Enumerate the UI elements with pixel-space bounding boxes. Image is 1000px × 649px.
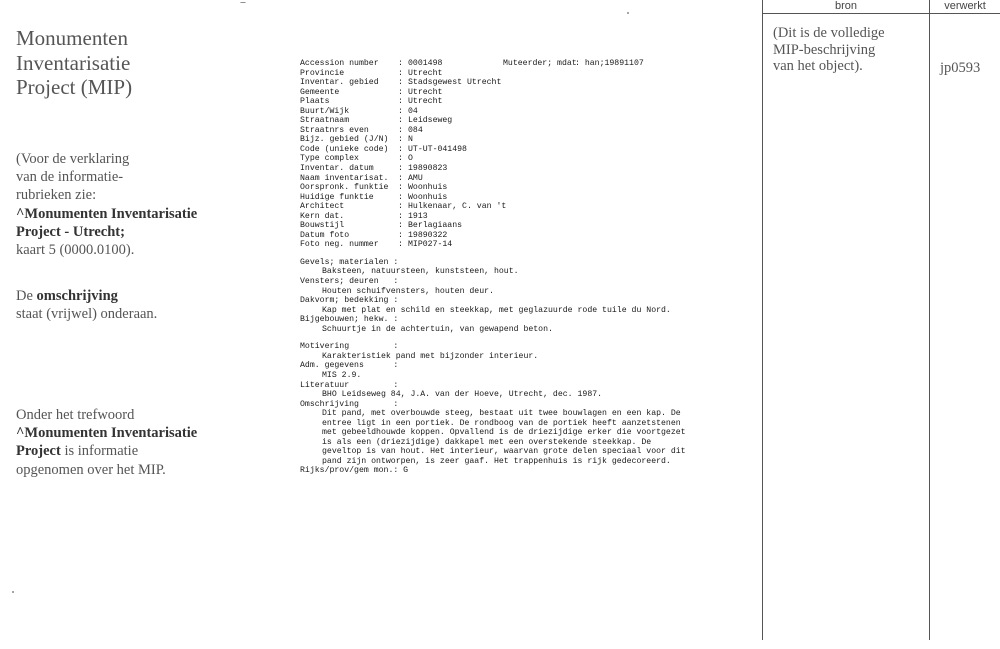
record-row: [300, 69, 720, 79]
field-label: Gemeente: [300, 87, 340, 97]
keyword-note: [16, 406, 231, 479]
field-separator: :: [398, 221, 403, 231]
record-row: [300, 88, 720, 98]
bron-line: van het object).: [773, 58, 863, 74]
field-value: 084: [408, 125, 423, 135]
record-row: [300, 202, 720, 212]
note-line: van de informatie-: [16, 169, 124, 186]
record-row: [300, 193, 720, 203]
field-label: Straatnrs even: [300, 125, 369, 135]
field-value: 1913: [408, 211, 428, 221]
field-value: Leidseweg: [408, 116, 453, 126]
record-row: [300, 78, 720, 88]
field-separator: :: [398, 173, 403, 183]
record-row-accession: [300, 59, 720, 69]
verwerkt-header: verwerkt: [944, 0, 986, 12]
rijks-status: Rijks/prov/gem mon.: G: [300, 466, 409, 476]
field-value: UT-UT-041498: [408, 144, 467, 154]
record-row: [300, 97, 720, 107]
bron-line: (Dit is de volledige: [773, 25, 885, 41]
verwerkt-value: jp0593: [940, 60, 981, 76]
section-heading: Dakvorm; bedekking :: [300, 296, 399, 306]
record-row: [300, 212, 720, 222]
note-line: (Voor de verklaring: [16, 151, 130, 167]
field-value: Utrecht: [408, 68, 443, 78]
field-label: Kern dat.: [300, 211, 345, 221]
bron-line: MIP-beschrijving: [773, 41, 876, 58]
field-separator: :: [398, 183, 403, 193]
field-separator: :: [398, 211, 403, 221]
field-value: Woonhuis: [408, 192, 448, 202]
record-row: [300, 221, 720, 231]
title-line-3: Project (MIP): [16, 75, 133, 99]
field-separator: :: [398, 144, 403, 154]
field-value: O: [408, 154, 413, 164]
field-label: Accession number: [300, 59, 379, 68]
field-value: Stadsgewest Utrecht: [408, 78, 502, 88]
omschrijving-heading: Omschrijving :: [300, 399, 399, 409]
field-value: N: [408, 135, 413, 145]
field-separator: :: [398, 78, 403, 88]
bron-header: bron: [834, 0, 858, 12]
field-value: Hulkenaar, C. van 't: [408, 202, 507, 212]
section-text: Schuurtje in de achtertuin, van gewapend beton.: [322, 324, 553, 334]
field-label: Inventar. gebied: [300, 78, 379, 88]
field-label: Huidige funktie: [300, 192, 374, 202]
field-value: Woonhuis: [408, 183, 448, 193]
keyword-link[interactable]: Project: [16, 443, 61, 460]
field-separator: :: [398, 59, 403, 68]
omschrijving-line: Dit pand, met overbouwde steeg, bestaat uit twee bouwlagen en een kap. De: [322, 409, 681, 419]
record-row: [300, 107, 720, 117]
record-row: [300, 145, 720, 155]
record-row: [300, 116, 720, 126]
record-row: [300, 240, 720, 250]
field-separator: :: [398, 87, 403, 97]
field-value: 0001498: [408, 59, 443, 68]
field-separator: :: [398, 202, 403, 212]
field-separator: :: [398, 125, 403, 135]
section-heading: Literatuur :: [300, 380, 399, 390]
record-row: [300, 164, 720, 174]
field-separator: :: [398, 116, 403, 126]
title-line-1: Monumenten: [16, 26, 128, 50]
field-value: Utrecht: [408, 87, 443, 97]
omschrijving-line: geveltop is van hout. Het interieur, waarvan grote delen speciaal voor dit: [322, 447, 686, 457]
field-label: Muteerder; mdat: [503, 59, 577, 68]
field-separator: :: [398, 106, 403, 116]
column-divider: [762, 0, 763, 640]
field-value: 19890322: [408, 230, 448, 240]
section-text: BHO Leidseweg 84, J.A. van der Hoeve, Utrecht, dec. 1987.: [322, 390, 603, 400]
omschrijving-line: is als een (driezijdige) dakkapel met een overstekende steekkap. De: [322, 437, 652, 447]
field-value: Utrecht: [408, 97, 443, 107]
record-row: [300, 174, 720, 184]
field-separator: :: [398, 164, 403, 174]
keyword-link[interactable]: ^Monumenten Inventarisatie: [16, 425, 198, 442]
scan-speck: [240, 2, 246, 3]
note-line: staat (vrijwel) onderaan.: [16, 306, 158, 323]
document-title: [16, 26, 236, 100]
column-divider: [929, 0, 930, 640]
explanation-note: [16, 150, 231, 259]
field-label: Naam inventarisat.: [300, 173, 389, 183]
field-separator: :: [398, 240, 403, 250]
section-heading: Bijgebouwen; hekw. :: [300, 315, 399, 325]
header-rule: [762, 13, 1000, 14]
section-heading: Vensters; deuren :: [300, 277, 399, 287]
section-text: MIS 2.9.: [322, 370, 362, 380]
field-value: MIP027-14: [408, 240, 453, 250]
record-row: [300, 183, 720, 193]
note-text: is informatie: [60, 443, 139, 460]
reference-link[interactable]: ^Monumenten Inventarisatie: [16, 205, 198, 222]
field-label: Foto neg. nummer: [300, 240, 379, 250]
field-label: Buurt/Wijk: [300, 106, 350, 116]
field-label: Code (unieke code): [300, 144, 389, 154]
note-text: De: [16, 288, 37, 304]
record-row: [300, 154, 720, 164]
section-heading: Motivering :: [300, 342, 399, 352]
record-sections-admin: [300, 342, 720, 399]
field-separator: :: [398, 135, 403, 145]
record-fields: [300, 69, 720, 250]
reference-link[interactable]: Project - Utrecht;: [16, 223, 125, 240]
field-value: 19890823: [408, 164, 448, 174]
omschrijving-line: pand zijn ontworpen, is zeer gaaf. Het trappenhuis is rijk gedecoreerd.: [322, 456, 671, 466]
field-separator: :: [398, 192, 403, 202]
field-label: Plaats: [300, 97, 330, 107]
note-line: kaart 5 (0000.0100).: [16, 242, 135, 259]
field-separator: :: [398, 97, 403, 107]
field-label: Oorspronk. funktie: [300, 183, 389, 193]
scan-speck: [627, 12, 629, 14]
note-line: rubrieken zie:: [16, 187, 97, 204]
field-label: Inventar. datum: [300, 164, 374, 174]
description-note: [16, 287, 231, 323]
section-text: Kap met plat en schild en steekkap, met geglazuurde rode tuile du Nord.: [322, 305, 671, 315]
field-value: 04: [408, 106, 418, 116]
record-row: [300, 126, 720, 136]
record-row: [300, 231, 720, 241]
field-separator: :: [398, 68, 403, 78]
title-line-2: Inventarisatie: [16, 50, 131, 75]
field-separator: :: [398, 230, 403, 240]
field-label: Bouwstijl: [300, 221, 345, 231]
field-value: AMU: [408, 173, 423, 183]
bron-text: [773, 25, 923, 75]
note-line: Onder het trefwoord: [16, 407, 135, 423]
section-text: Houten schuifvensters, houten deur.: [322, 286, 494, 296]
omschrijving-text: [300, 409, 720, 466]
note-bold: omschrijving: [36, 288, 118, 304]
section-heading: Gevels; materialen :: [300, 257, 399, 267]
field-label: Provincie: [300, 68, 345, 78]
section-text: Baksteen, natuursteen, kunststeen, hout.: [322, 267, 519, 277]
record-sections-building: [300, 258, 720, 334]
omschrijving-line: entree ligt in een portiek. De rondboog van de portiek heeft aanzetstenen: [322, 418, 681, 428]
section-text: Karakteristiek pand met bijzonder interieur.: [322, 351, 539, 361]
omschrijving-line: met gebeeldhouwde koppen. Opvallend is de driezijdige erker die voortgezet: [322, 428, 686, 438]
field-label: Straatnaam: [300, 116, 350, 126]
field-value: Berlagiaans: [408, 221, 463, 231]
section-heading: Adm. gegevens :: [300, 361, 399, 371]
record-row: [300, 135, 720, 145]
field-label: Type complex: [300, 154, 359, 164]
field-separator: :: [398, 154, 403, 164]
field-label: Datum foto: [300, 230, 350, 240]
field-label: Bijz. gebied (J/N): [300, 135, 389, 145]
field-value: : han;19891107: [575, 59, 644, 68]
scan-speck: [12, 591, 14, 593]
field-label: Architect: [300, 202, 345, 212]
mip-record: [300, 59, 720, 476]
note-line: opgenomen over het MIP.: [16, 461, 166, 478]
